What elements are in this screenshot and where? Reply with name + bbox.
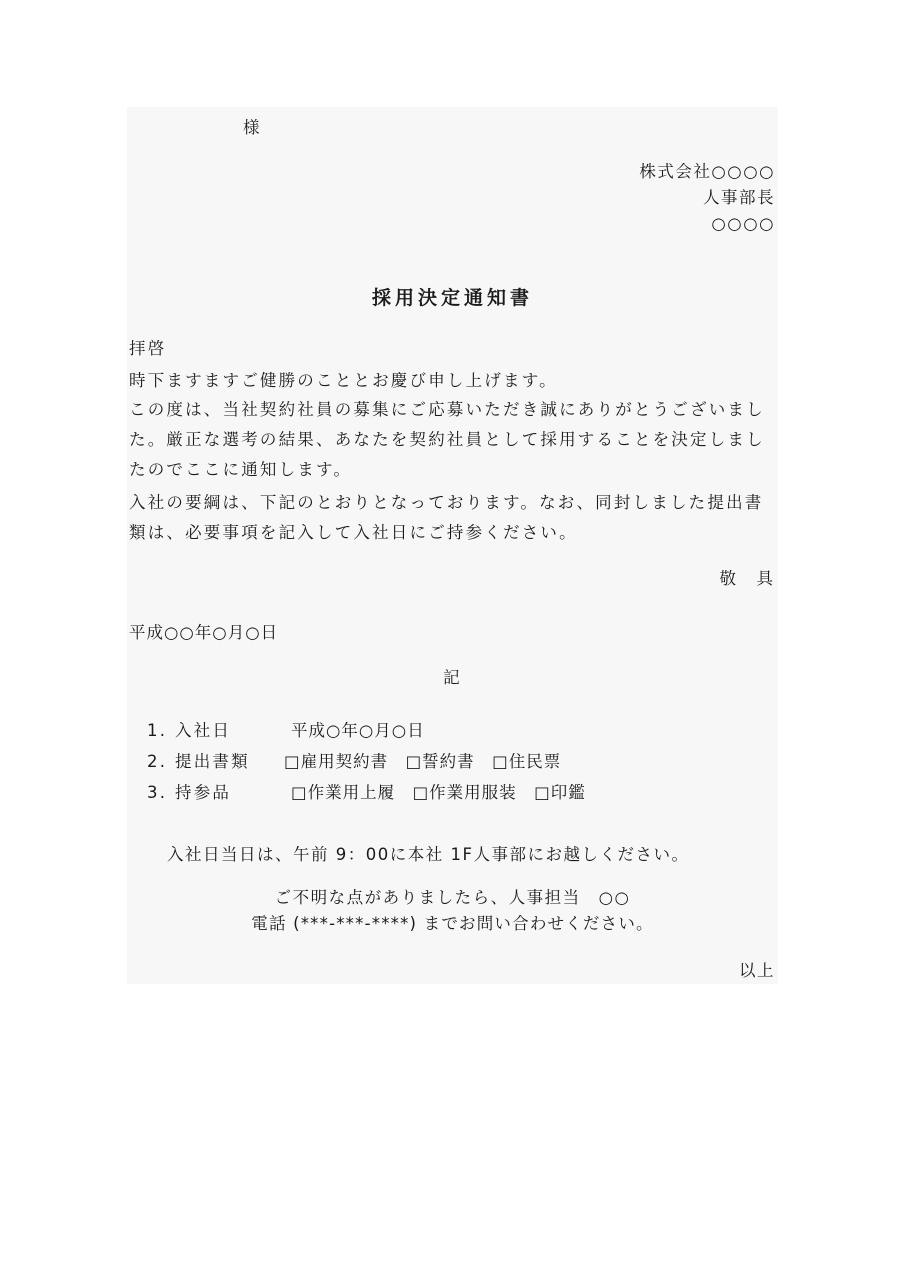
document-title: 採用決定通知書 — [371, 287, 533, 309]
item-label: 提出書類 — [175, 752, 250, 771]
body-line: この度は、当社契約社員の募集にご応募いただき誠にありがとうございまし — [129, 400, 765, 419]
salutation: 拝啓 — [129, 339, 167, 358]
closing: 敬 具 — [719, 569, 775, 588]
sender-name: ○○○○ — [711, 214, 775, 233]
contact-line: 電話 (***-***-****) までお問い合わせください。 — [251, 914, 654, 933]
item-value: 平成○年○月○日 — [291, 721, 425, 740]
item-label: 入社日 — [175, 721, 232, 740]
item-value: □雇用契約書 □誓約書 □住民票 — [284, 752, 562, 771]
addressee: 様 — [243, 118, 262, 137]
body-line: 時下ますますご健勝のこととお慶び申し上げます。 — [129, 371, 558, 390]
body-line: 類は、必要事項を記入して入社日にご持参ください。 — [129, 523, 578, 542]
document-sheet — [127, 107, 778, 984]
document-date: 平成○○年○月○日 — [129, 623, 279, 642]
item-number: 2. — [147, 752, 168, 771]
body-line: たのでここに通知します。 — [129, 460, 353, 479]
item-label: 持参品 — [175, 783, 232, 802]
item-number: 3. — [147, 783, 168, 802]
body-line: 入社の要綱は、下記のとおりとなっております。なお、同封しました提出書 — [129, 493, 764, 512]
sender-department: 人事部長 — [703, 188, 775, 207]
item-number: 1. — [147, 721, 168, 740]
arrival-notice: 入社日当日は、午前 9：00に本社 1F人事部にお越しください。 — [167, 845, 690, 864]
end-mark: 以上 — [739, 961, 775, 980]
ki-heading: 記 — [443, 668, 462, 687]
item-value: □作業用上履 □作業用服装 □印鑑 — [291, 783, 586, 802]
sender-company: 株式会社○○○○ — [639, 162, 775, 181]
contact-line: ご不明な点がありましたら、人事担当 ○○ — [274, 888, 631, 907]
body-line: た。厳正な選考の結果、あなたを契約社員として採用することを決定しまし — [129, 430, 765, 449]
